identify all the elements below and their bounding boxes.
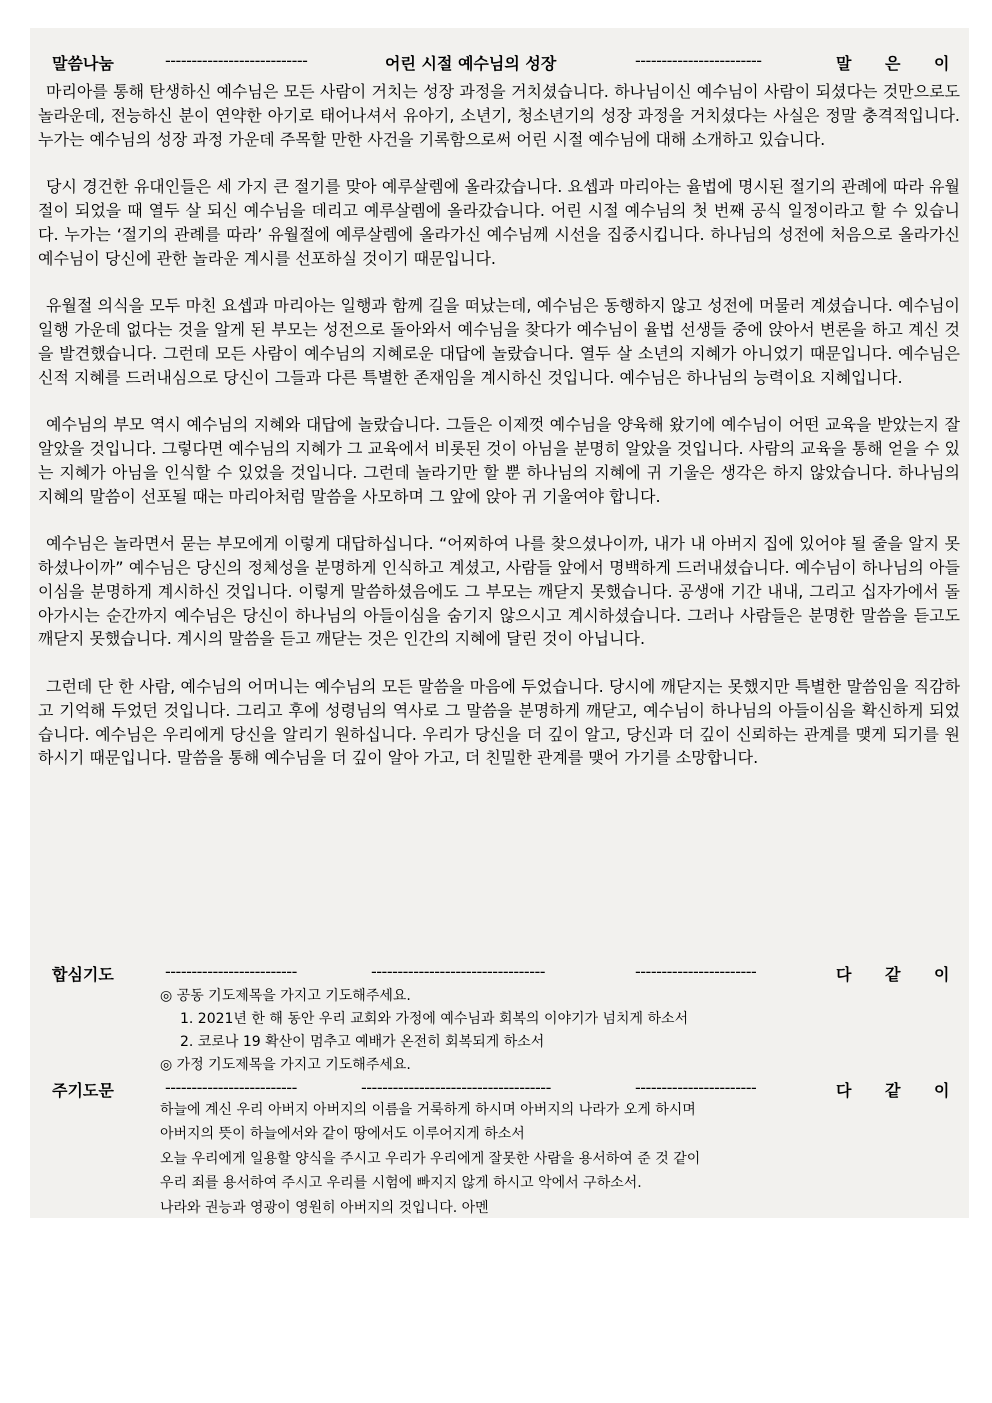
header-row — [30, 46, 969, 74]
paragraph: 마리아를 통해 탄생하신 예수님은 모든 사람이 거치는 성장 과정을 거치셨습니다. 하나님이신 예수님이 사람이 되셨다는 것만으로도 놀라운데, 전능하신 분이 연약한 아기로 태어나셔서 유아기, 소년기, 청소년기의 성장 과정을 거치셨다는 사실은 정말 충격적입니다. 누가는 예수님의 성장 과정 가운데 주목할 만한 사건을 기록함으로써 어린 시절 예수님에 대해 소개하고 있습니다. — [38, 82, 960, 149]
prayer-leader: 다 같 이 — [836, 965, 964, 984]
header-divider-left: --------------------------- — [165, 51, 308, 70]
prayer-item: 2. 코로나 19 확산이 멈추고 예배가 온전히 회복되게 하소서 — [180, 1034, 545, 1050]
prayer-item: 1. 2021년 한 해 동안 우리 교회와 가정에 예수님과 회복의 이야기가 넘치게 하소서 — [180, 1011, 689, 1027]
lords-prayer-line: 하늘에 계신 우리 아버지 아버지의 이름을 거룩하게 하시며 아버지의 나라가 오게 하시며 — [160, 1102, 696, 1118]
paragraph: 예수님은 놀라면서 묻는 부모에게 이렇게 대답하십니다. “어찌하여 나를 찾으셨나이까, 내가 내 아버지 집에 있어야 될 줄을 알지 못하셨나이까” 예수님은 당신의 정체성을 분명하게 인식하고 계셨고, 사람들 앞에서 명백하게 드러내셨습니다. 예수님이 하나님의 아들이심을 분명하게 계시하신 것입니다. 이렇게 말씀하셨음에도 그 부모는 깨닫지 못했습니다. 공생애 기간 내내, 그리고 십자가에서 돌아가시는 순간까지 예수님은 당신이 하나님의 아들이심을 숨기지 않으시고 계시하셨습니다. 그러나 사람들은 분명한 말씀을 듣고도 깨닫지 못했습니다. 계시의 말씀을 듣고 깨닫는 것은 인간의 지혜에 달린 것이 아닙니다. — [38, 534, 960, 649]
lords-prayer-line: 아버지의 뜻이 하늘에서와 같이 땅에서도 이루어지게 하소서 — [160, 1126, 525, 1143]
header-divider-right: ------------------------ — [635, 51, 762, 70]
section-label: 말씀나눔 — [52, 54, 114, 73]
common-prayer-heading: ◎ 공동 기도제목을 가지고 기도해주세요. — [160, 988, 411, 1004]
lords-prayer-label: 주기도문 — [52, 1081, 114, 1100]
lords-prayer-divider-3: ----------------------- — [635, 1078, 757, 1097]
sermon-title: 어린 시절 예수님의 성장 — [385, 54, 557, 73]
prayer-divider-1: ------------------------- — [165, 962, 297, 981]
family-prayer-heading: ◎ 가정 기도제목을 가지고 기도해주세요. — [160, 1057, 411, 1073]
prayer-header-row — [30, 957, 969, 985]
prayer-divider-2: --------------------------------- — [371, 962, 546, 981]
lords-prayer-header-row — [30, 1073, 969, 1101]
paragraph: 예수님의 부모 역시 예수님의 지혜와 대답에 놀랐습니다. 그들은 이제껏 예수님을 양육해 왔기에 예수님이 어떤 교육을 받았는지 잘 알았을 것입니다. 그렇다면 예수님의 지혜가 그 교육에서 비롯된 것이 아님을 분명히 알았을 것입니다. 사람의 교육을 통해 얻을 수 있는 지혜가 아님을 인식할 수 있었을 것입니다. 그런데 놀라기만 할 뿐 하나님의 지혜에 귀 기울은 생각은 하지 않았습니다. 하나님의 지혜의 말씀이 선포될 때는 마리아처럼 말씀을 사모하며 그 앞에 앉아 귀 기울여야 합니다. — [38, 415, 960, 506]
prayer-topics — [160, 985, 688, 1077]
prayer-label: 합심기도 — [52, 965, 114, 984]
lords-prayer-text — [160, 1098, 700, 1220]
speaker-label: 말 은 이 — [836, 54, 964, 73]
paragraph: 유월절 의식을 모두 마친 요셉과 마리아는 일행과 함께 길을 떠났는데, 예수님은 동행하지 않고 성전에 머물러 계셨습니다. 예수님이 일행 가운데 없다는 것을 알게 된 부모는 성전으로 돌아와서 예수님을 찾다가 예수님이 율법 선생들 중에 앉아서 변론을 하고 계신 것을 발견했습니다. 그런데 모든 사람이 예수님의 지혜로운 대답에 놀랐습니다. 열두 살 소년의 지혜가 아니었기 때문입니다. 예수님은 신적 지혜를 드러내심으로 당신이 그들과 다른 특별한 존재임을 계시하신 것입니다. 예수님은 하나님의 능력이요 지혜입니다. — [38, 296, 960, 387]
lords-prayer-leader: 다 같 이 — [836, 1081, 964, 1100]
lords-prayer-divider-2: ------------------------------------ — [361, 1078, 551, 1097]
lords-prayer-line: 나라와 권능과 영광이 영원히 아버지의 것입니다. 아멘 — [160, 1199, 489, 1216]
lords-prayer-line: 우리 죄를 용서하여 주시고 우리를 시험에 빠지지 않게 하시고 악에서 구하소서. — [160, 1175, 642, 1192]
paragraph: 당시 경건한 유대인들은 세 가지 큰 절기를 맞아 예루살렘에 올라갔습니다. 요셉과 마리아는 율법에 명시된 절기의 관례에 따라 유월절이 되었을 때 열두 살 되신 예수님을 데리고 예루살렘에 올라갔습니다. 어린 시절 예수님의 첫 번째 공식 일정이라고 할 수 있습니다. 누가는 ‘절기의 관례를 따라’ 유월절에 예루살렘에 올라가신 예수님께 시선을 집중시킵니다. 하나님의 성전에 처음으로 올라가신 예수님이 당신에 관한 놀라운 계시를 선포하실 것이기 때문입니다. — [38, 177, 960, 268]
lords-prayer-divider-1: ------------------------- — [165, 1078, 297, 1097]
lords-prayer-line: 오늘 우리에게 일용할 양식을 주시고 우리가 우리에게 잘못한 사람을 용서하여 준 것 같이 — [160, 1150, 701, 1167]
prayer-divider-3: ----------------------- — [635, 962, 757, 981]
sermon-body — [38, 80, 960, 770]
paragraph: 그런데 단 한 사람, 예수님의 어머니는 예수님의 모든 말씀을 마음에 두었습니다. 당시에 깨닫지는 못했지만 특별한 말씀임을 직감하고 기억해 두었던 것입니다. 그리고 후에 성령님의 역사로 그 말씀을 분명하게 깨닫고, 예수님이 하나님의 아들이심을 확신하게 되었습니다. 예수님은 우리에게 당신을 알리기 원하십니다. 우리가 당신을 더 깊이 알고, 당신과 더 깊이 신뢰하는 관계를 맺게 되기를 원하시기 때문입니다. 말씀을 통해 예수님을 더 깊이 알아 가고, 더 친밀한 관계를 맺어 가기를 소망합니다. — [38, 676, 960, 768]
